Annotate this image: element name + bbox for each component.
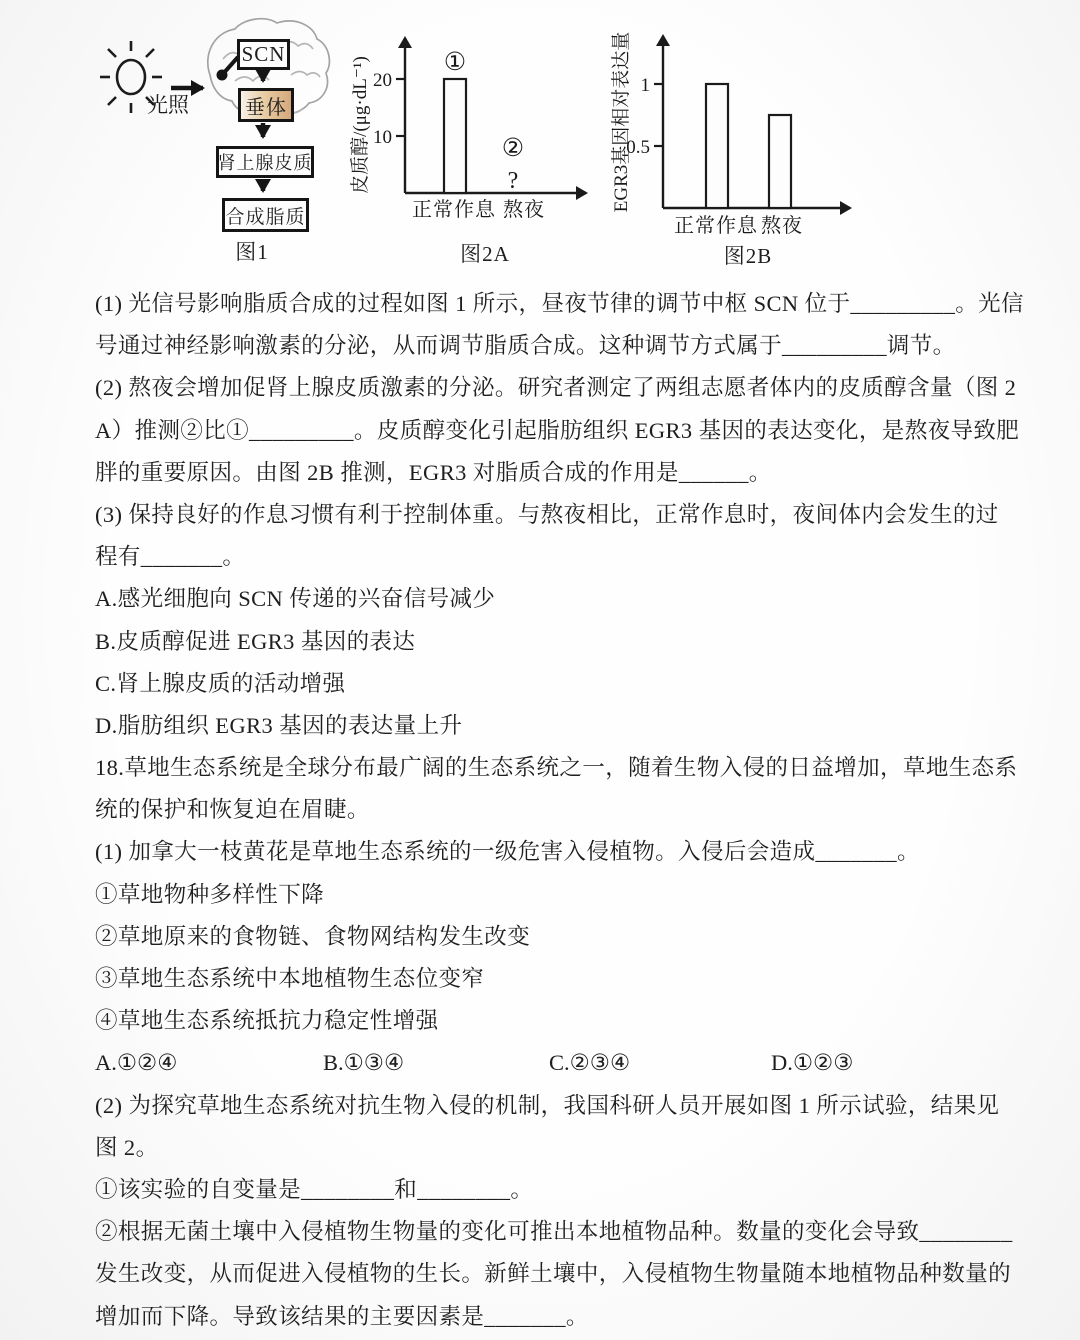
- text-line: 号通过神经影响激素的分泌，从而调节脂质合成。这种调节方式属于_________调节。: [95, 333, 956, 359]
- question-text-block: [95, 283, 1025, 1338]
- chart-2b: [610, 20, 870, 265]
- figure1-caption: 图1: [235, 240, 269, 264]
- numbered-item-2: ②草地原来的食物链、食物网结构发生改变: [95, 923, 531, 949]
- text-line: ②根据无菌土壤中入侵植物生物量的变化可推出本地植物品种。数量的变化会导致________: [95, 1219, 1013, 1245]
- figure1-graphic: [85, 15, 350, 265]
- chart2b-cat-late: 熬夜: [761, 215, 803, 237]
- adrenal-cortex-node: 肾上腺皮质: [216, 146, 314, 178]
- tick-label-1: 1: [640, 75, 650, 96]
- choice-line-a: A.感光细胞向 SCN 传递的兴奋信号减少: [95, 586, 496, 612]
- text-line: (2) 熬夜会增加促肾上腺皮质激素的分泌。研究者测定了两组志愿者体内的皮质醇含量（图 2: [95, 375, 1017, 401]
- text-line: (1) 光信号影响脂质合成的过程如图 1 所示，昼夜节律的调节中枢 SCN 位于_________。光信: [95, 291, 1024, 316]
- chart-2a: [350, 20, 600, 265]
- text-line: (1) 加拿大一枝黄花是草地生态系统的一级危害入侵植物。入侵后会造成_______。: [95, 839, 920, 865]
- option-d: D.①②③: [771, 1050, 854, 1076]
- bar-stay-up-late: [769, 115, 791, 208]
- numbered-item-4: ④草地生态系统抵抗力稳定性增强: [95, 1008, 439, 1034]
- text-line: 增加而下降。导致该结果的主要因素是_______。: [95, 1303, 589, 1329]
- text-line: (2) 为探究草地生态系统对抗生物入侵的机制，我国科研人员开展如图 1 所示试验，结果见: [95, 1092, 1000, 1118]
- text-line: 图 2。: [95, 1134, 159, 1160]
- text-line: ①该实验的自变量是________和________。: [95, 1176, 534, 1202]
- chart2b-cat-normal: 正常作息: [674, 215, 758, 237]
- text-line: 发生改变，从而促进入侵植物的生长。新鲜土壤中，入侵植物生物量随本地植物品种数量的: [95, 1261, 1012, 1287]
- chart2b-y-label: EGR3基因相对表达量: [611, 31, 632, 213]
- question18-intro-line: 18.草地生态系统是全球分布最广阔的生态系统之一，随着生物入侵的日益增加，草地生态系: [95, 755, 1018, 781]
- chart2a-caption: 图2A: [460, 242, 510, 266]
- bar-normal-schedule: [444, 79, 466, 193]
- choice-line-d: D.脂肪组织 EGR3 基因的表达量上升: [95, 712, 463, 738]
- light-label: 光照: [147, 93, 189, 117]
- options-row: [95, 1042, 1025, 1084]
- text-line: 胖的重要原因。由图 2B 推测，EGR3 对脂质合成的作用是______。: [95, 459, 772, 485]
- text-line: (3) 保持良好的作息习惯有利于控制体重。与熬夜相比，正常作息时，夜间体内会发生的过: [95, 501, 999, 527]
- lipid-synthesis-node: 合成脂质: [222, 198, 309, 232]
- pituitary-node: 垂体: [238, 88, 294, 122]
- numbered-item-3: ③草地生态系统中本地植物生态位变窄: [95, 966, 485, 991]
- chart2a-cat-late: 熬夜: [503, 199, 545, 221]
- option-b: B.①③④: [323, 1050, 405, 1076]
- choice-line-c: C.肾上腺皮质的活动增强: [95, 670, 346, 696]
- chart2b-caption: 图2B: [723, 244, 773, 268]
- tick-label-0_5: 0.5: [626, 137, 650, 158]
- dot-scn-connector: [222, 57, 238, 75]
- bar1-circled-label: ①: [443, 49, 467, 76]
- numbered-item-1: ①草地物种多样性下降: [95, 881, 325, 907]
- text-line: 程有_______。: [95, 544, 246, 570]
- scn-node: SCN: [237, 39, 290, 70]
- text-line: A）推测②比①_________。皮质醇变化引起脂肪组织 EGR3 基因的表达变化，是熬夜导致肥: [95, 417, 1020, 443]
- tick-label-20: 20: [373, 70, 392, 91]
- chart2a-cat-normal: 正常作息: [412, 199, 496, 221]
- unknown-value-marker: ?: [507, 168, 519, 194]
- option-c: C.②③④: [549, 1050, 631, 1076]
- tick-label-10: 10: [373, 127, 392, 148]
- option-a: A.①②④: [95, 1050, 178, 1076]
- choice-line-b: B.皮质醇促进 EGR3 基因的表达: [95, 628, 416, 654]
- chart2a-y-label: 皮质醇/(μg·dL⁻¹): [350, 56, 371, 194]
- bar2-circled-label: ②: [501, 135, 525, 162]
- text-line: 统的保护和恢复迫在眉睫。: [95, 797, 370, 823]
- bar-normal-schedule: [706, 84, 728, 208]
